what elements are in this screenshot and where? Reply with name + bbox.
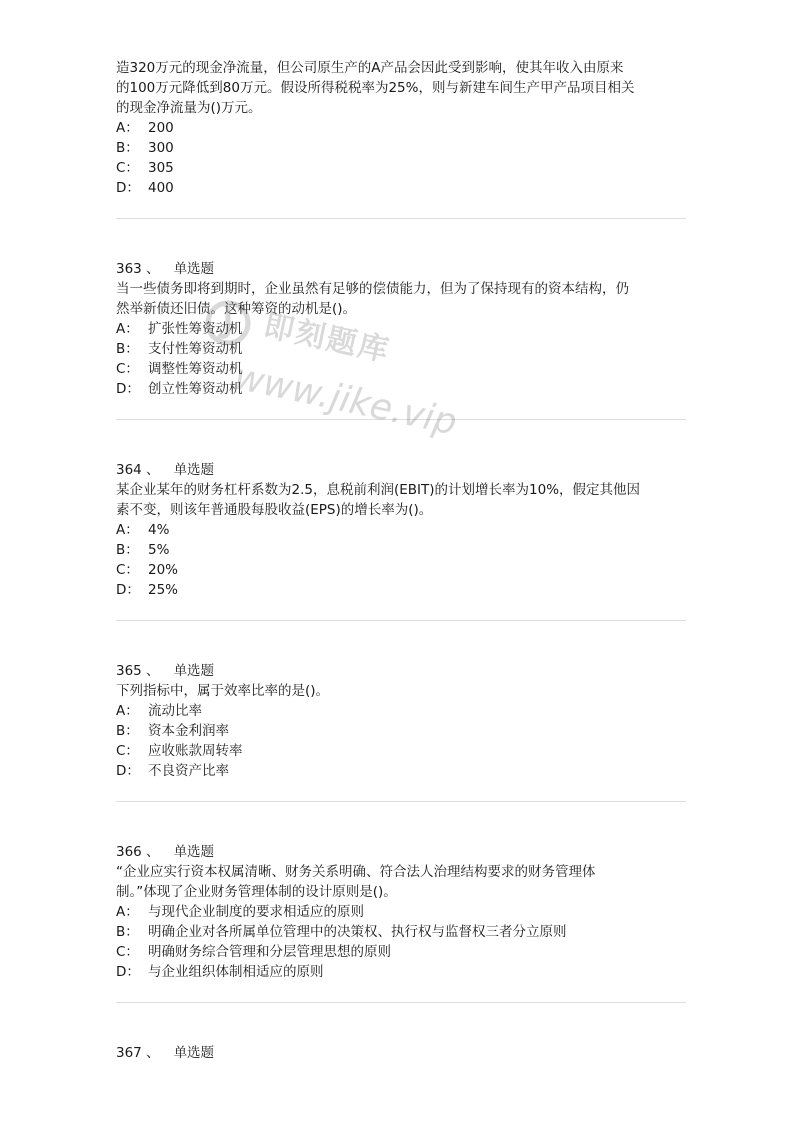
option-d bbox=[116, 379, 686, 399]
option-text: 明确财务综合管理和分层管理思想的原则 bbox=[148, 944, 391, 960]
question-stem bbox=[116, 862, 686, 902]
option-key: B： bbox=[116, 924, 139, 940]
question-364 bbox=[116, 460, 686, 600]
question-stem bbox=[116, 58, 686, 118]
option-text: 流动比率 bbox=[148, 703, 202, 719]
option-key: B： bbox=[116, 542, 139, 558]
option-key: C： bbox=[116, 743, 139, 759]
question-363 bbox=[116, 259, 686, 399]
option-key: B： bbox=[116, 140, 139, 156]
question-header bbox=[116, 259, 686, 279]
option-key: D： bbox=[116, 180, 140, 196]
question-type: 单选题 bbox=[173, 261, 215, 277]
stem-line: 的100万元降低到80万元。假设所得税税率为25%，则与新建车间生产甲产品项目相关 bbox=[116, 80, 635, 96]
option-key: A： bbox=[116, 120, 139, 136]
option-list bbox=[116, 701, 686, 781]
option-text: 支付性筹资动机 bbox=[148, 341, 243, 357]
option-key: A： bbox=[116, 703, 139, 719]
question-continued bbox=[116, 58, 686, 198]
question-header bbox=[116, 1043, 686, 1063]
option-key: C： bbox=[116, 562, 139, 578]
option-c bbox=[116, 741, 686, 761]
option-text: 305 bbox=[148, 160, 174, 176]
option-key: B： bbox=[116, 723, 139, 739]
stem-line: 下列指标中，属于效率比率的是()。 bbox=[116, 683, 330, 699]
question-stem bbox=[116, 480, 686, 520]
stem-line: 的现金净流量为()万元。 bbox=[116, 100, 262, 116]
option-a bbox=[116, 319, 686, 339]
exam-page bbox=[116, 58, 686, 1063]
option-text: 300 bbox=[148, 140, 174, 156]
option-text: 不良资产比率 bbox=[148, 763, 229, 779]
option-text: 与现代企业制度的要求相适应的原则 bbox=[148, 904, 364, 920]
option-text: 明确企业对各所属单位管理中的决策权、执行权与监督权三者分立原则 bbox=[148, 924, 567, 940]
question-number: 367 、 bbox=[116, 1045, 160, 1061]
option-a bbox=[116, 902, 686, 922]
option-d bbox=[116, 178, 686, 198]
question-367 bbox=[116, 1043, 686, 1063]
question-type: 单选题 bbox=[173, 844, 215, 860]
option-d bbox=[116, 580, 686, 600]
option-a bbox=[116, 118, 686, 138]
question-header bbox=[116, 460, 686, 480]
option-text: 5% bbox=[148, 542, 170, 558]
option-key: C： bbox=[116, 361, 139, 377]
question-header bbox=[116, 842, 686, 862]
option-text: 25% bbox=[148, 582, 179, 598]
question-type: 单选题 bbox=[173, 663, 215, 679]
watermark-name: 即刻题库 bbox=[260, 308, 394, 370]
question-number: 366 、 bbox=[116, 844, 160, 860]
question-type: 单选题 bbox=[173, 462, 215, 478]
option-list bbox=[116, 520, 686, 600]
question-type: 单选题 bbox=[173, 1045, 215, 1061]
option-b bbox=[116, 540, 686, 560]
option-text: 20% bbox=[148, 562, 179, 578]
option-b bbox=[116, 339, 686, 359]
option-c bbox=[116, 158, 686, 178]
option-list bbox=[116, 118, 686, 198]
option-text: 与企业组织体制相适应的原则 bbox=[148, 964, 324, 980]
option-a bbox=[116, 520, 686, 540]
option-d bbox=[116, 962, 686, 982]
question-stem bbox=[116, 279, 686, 319]
option-key: D： bbox=[116, 582, 140, 598]
option-list bbox=[116, 902, 686, 982]
watermark-url: www.jike.vip bbox=[230, 356, 461, 444]
option-text: 400 bbox=[148, 180, 174, 196]
option-text: 创立性筹资动机 bbox=[148, 381, 243, 397]
option-c bbox=[116, 942, 686, 962]
option-key: D： bbox=[116, 763, 140, 779]
question-stem bbox=[116, 681, 686, 701]
option-key: D： bbox=[116, 381, 140, 397]
option-key: A： bbox=[116, 321, 139, 337]
option-text: 扩张性筹资动机 bbox=[148, 321, 243, 337]
option-text: 200 bbox=[148, 120, 174, 136]
option-c bbox=[116, 359, 686, 379]
question-365 bbox=[116, 661, 686, 781]
question-number: 363 、 bbox=[116, 261, 160, 277]
option-b bbox=[116, 721, 686, 741]
question-number: 365 、 bbox=[116, 663, 160, 679]
stem-line: 然举新债还旧债。这种筹资的动机是()。 bbox=[116, 301, 357, 317]
option-list bbox=[116, 319, 686, 399]
stem-line: 某企业某年的财务杠杆系数为2.5，息税前利润(EBIT)的计划增长率为10%，假定其他因 bbox=[116, 482, 641, 498]
option-c bbox=[116, 560, 686, 580]
option-key: B： bbox=[116, 341, 139, 357]
option-key: D： bbox=[116, 964, 140, 980]
stem-line: 制。”体现了企业财务管理体制的设计原则是()。 bbox=[116, 884, 397, 900]
option-key: A： bbox=[116, 522, 139, 538]
question-366 bbox=[116, 842, 686, 982]
option-b bbox=[116, 922, 686, 942]
option-key: C： bbox=[116, 160, 139, 176]
option-b bbox=[116, 138, 686, 158]
question-header bbox=[116, 661, 686, 681]
stem-line: 造320万元的现金净流量，但公司原生产的A产品会因此受到影响，使其年收入由原来 bbox=[116, 60, 624, 76]
option-key: A： bbox=[116, 904, 139, 920]
option-a bbox=[116, 701, 686, 721]
option-text: 4% bbox=[148, 522, 170, 538]
option-text: 调整性筹资动机 bbox=[148, 361, 243, 377]
stem-line: “企业应实行资本权属清晰、财务关系明确、符合法人治理结构要求的财务管理体 bbox=[116, 864, 596, 880]
option-text: 资本金利润率 bbox=[148, 723, 229, 739]
option-d bbox=[116, 761, 686, 781]
question-number: 364 、 bbox=[116, 462, 160, 478]
stem-line: 当一些债务即将到期时，企业虽然有足够的偿债能力，但为了保持现有的资本结构，仍 bbox=[116, 281, 629, 297]
option-key: C： bbox=[116, 944, 139, 960]
option-text: 应收账款周转率 bbox=[148, 743, 243, 759]
stem-line: 素不变，则该年普通股每股收益(EPS)的增长率为()。 bbox=[116, 502, 433, 518]
